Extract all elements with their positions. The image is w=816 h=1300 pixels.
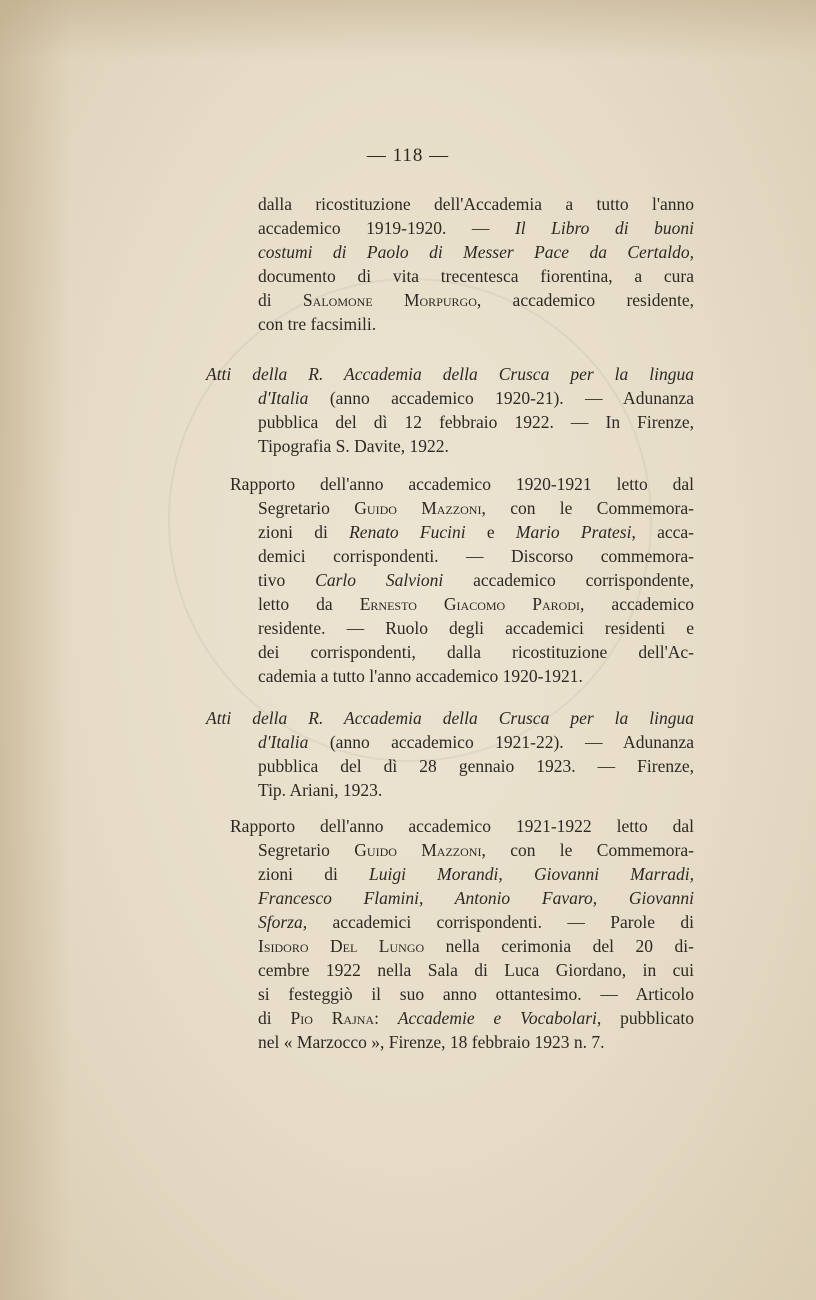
author-name: Guido Mazzoni: [354, 498, 482, 518]
text-line: tivo Carlo Salvioni accademico corrispondente,: [258, 570, 694, 590]
entry-description: [230, 814, 694, 1054]
text-line: costumi di Paolo di Messer Pace da Certaldo,: [258, 242, 694, 262]
entry-title-line: Atti della R. Accademia della Crusca per la lingua: [206, 364, 694, 384]
text-line: Segretario Guido Mazzoni, con le Commemora-: [258, 498, 694, 518]
text-line: cademia a tutto l'anno accademico 1920-1921.: [258, 666, 583, 686]
text-line: cembre 1922 nella Sala di Luca Giordano, in cui: [258, 960, 694, 980]
text-line: residente. — Ruolo degli accademici residenti e: [258, 618, 694, 638]
text-line: Rapporto dell'anno accademico 1921-1922 letto dal: [230, 816, 694, 836]
text-line: pubblica del dì 28 gennaio 1923. — Firenze,: [258, 756, 694, 776]
text-line: nel « Marzocco », Firenze, 18 febbraio 1923 n. 7.: [258, 1032, 605, 1052]
text-line: Tip. Ariani, 1923.: [258, 780, 383, 800]
author-name: Ernesto Giacomo Parodi: [359, 594, 580, 614]
text-line: Isidoro Del Lungo nella cerimonia del 20 di-: [258, 936, 694, 956]
page-edge-shadow: [0, 0, 70, 1300]
entry-title-line: Atti della R. Accademia della Crusca per la lingua: [206, 708, 694, 728]
text-line: si festeggiò il suo anno ottantesimo. — Articolo: [258, 984, 694, 1004]
entry-heading: [206, 706, 694, 802]
author-name: Guido Mazzoni: [354, 840, 482, 860]
continuation-paragraph: [258, 192, 694, 336]
text-line: d'Italia (anno accademico 1921-22). — Adunanza: [258, 732, 694, 752]
page-top-shadow: [0, 0, 816, 60]
text-line: con tre facsimili.: [258, 314, 377, 334]
text-line: Francesco Flamini, Antonio Favaro, Giovanni: [258, 888, 694, 908]
text-line: letto da Ernesto Giacomo Parodi, accademico: [258, 594, 694, 614]
text-line: zioni di Renato Fucini e Mario Pratesi, acca-: [258, 522, 694, 542]
text-line: di Salomone Morpurgo, accademico residente,: [258, 290, 694, 310]
text-line: demici corrispondenti. — Discorso commemora-: [258, 546, 694, 566]
text-line: accademico 1919-1920. — Il Libro di buoni: [258, 218, 695, 238]
text-line: dei corrispondenti, dalla ricostituzione dell'Ac-: [258, 642, 694, 662]
text-line: dalla ricostituzione dell'Accademia a tutto l'anno: [258, 194, 694, 214]
text-line: Segretario Guido Mazzoni, con le Commemora-: [258, 840, 694, 860]
author-name: Salomone Morpurgo: [302, 290, 477, 310]
text-line: di Pio Rajna: Accademie e Vocabolari, pubblicato: [258, 1008, 694, 1028]
text-line: zioni di Luigi Morandi, Giovanni Marradi,: [258, 864, 694, 884]
entry-description: [230, 472, 694, 688]
author-name: Pio Rajna: [290, 1008, 375, 1028]
author-name: Isidoro Del Lungo: [258, 936, 425, 956]
text-line: Sforza, accademici corrispondenti. — Parole di: [258, 912, 694, 932]
text-line: documento di vita trecentesca fiorentina, a cura: [258, 266, 694, 286]
text-line: Tipografia S. Davite, 1922.: [258, 436, 449, 456]
page-number: — 118 —: [366, 145, 450, 166]
text-line: d'Italia (anno accademico 1920-21). — Adunanza: [258, 388, 694, 408]
text-line: pubblica del dì 12 febbraio 1922. — In Firenze,: [258, 412, 694, 432]
entry-heading: [206, 362, 694, 458]
text-line: Rapporto dell'anno accademico 1920-1921 letto dal: [230, 474, 694, 494]
